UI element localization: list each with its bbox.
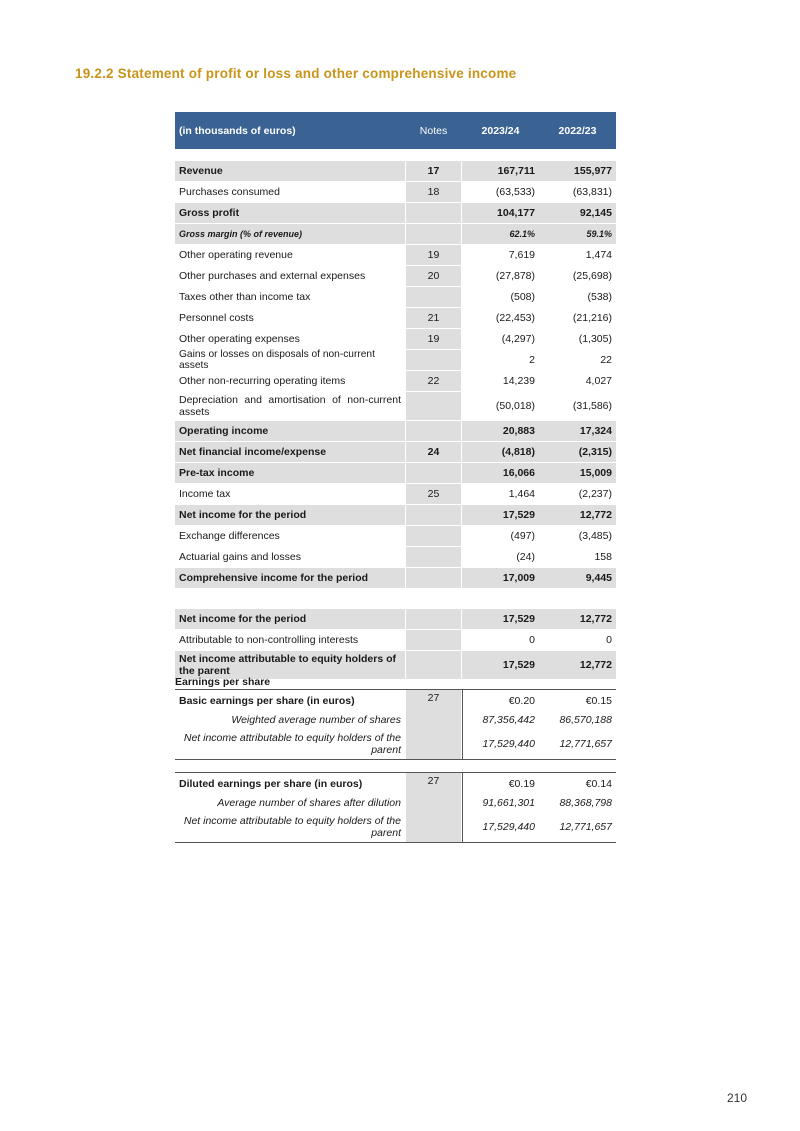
row-value-2022-23: 17,324 xyxy=(539,421,616,441)
eps-value-2023-24: €0.20 xyxy=(462,690,539,711)
row-label: Operating income xyxy=(175,421,405,441)
eps-row xyxy=(175,690,616,711)
header-label: (in thousands of euros) xyxy=(179,124,296,137)
eps-label-line2: parent xyxy=(371,827,401,839)
row-label: Attributable to non-controlling interests xyxy=(179,634,359,646)
row-value-2022-23: (63,831) xyxy=(572,186,612,198)
row-label: Exchange differences xyxy=(179,530,280,542)
row-label: Gross margin (% of revenue) xyxy=(175,224,405,244)
table-row xyxy=(175,287,616,308)
row-value-2023-24: 14,239 xyxy=(502,375,535,387)
row-value-2022-23: 0 xyxy=(606,634,612,646)
row-value-2022-23: 92,145 xyxy=(539,203,616,223)
row-notes: 19 xyxy=(405,329,462,349)
row-value-2022-23: (31,586) xyxy=(572,400,612,412)
row-value-2022-23: 59.1% xyxy=(539,224,616,244)
row-value-2023-24: 62.1% xyxy=(462,224,539,244)
row-notes: 22 xyxy=(405,371,462,391)
table-row xyxy=(175,547,616,568)
row-value-2023-24: 16,066 xyxy=(462,463,539,483)
row-notes: 25 xyxy=(405,484,462,504)
row-value-2023-24: 20,883 xyxy=(462,421,539,441)
row-value-2022-23: 158 xyxy=(594,551,612,563)
row-label: Net income for the period xyxy=(175,505,405,525)
table-row xyxy=(175,484,616,505)
table-row xyxy=(175,308,616,329)
row-value-2023-24: (50,018) xyxy=(495,400,535,412)
table-row xyxy=(175,630,616,651)
row-value-2023-24: 2 xyxy=(529,354,535,366)
row-label: Taxes other than income tax xyxy=(179,291,311,303)
row-notes xyxy=(405,526,462,546)
row-notes xyxy=(405,421,462,441)
table-row xyxy=(175,329,616,350)
row-value-2023-24: (497) xyxy=(510,530,535,542)
eps-value-2023-24: €0.19 xyxy=(462,773,539,794)
row-label: Gross profit xyxy=(175,203,405,223)
row-notes xyxy=(405,463,462,483)
row-label: Personnel costs xyxy=(179,312,254,324)
header-col-2023-24: 2023/24 xyxy=(481,124,520,137)
row-value-2023-24: 167,711 xyxy=(462,161,539,181)
table-row xyxy=(175,421,616,442)
row-notes xyxy=(405,547,462,567)
row-value-2023-24: 7,619 xyxy=(508,249,535,261)
row-label: Revenue xyxy=(175,161,405,181)
row-value-2022-23: 155,977 xyxy=(539,161,616,181)
row-value-2022-23: (21,216) xyxy=(572,312,612,324)
row-notes xyxy=(405,287,462,307)
row-value-2023-24: (27,878) xyxy=(495,270,535,282)
row-label-line1: Net income attributable to equity holders of xyxy=(179,653,397,665)
table-row xyxy=(175,505,616,526)
row-value-2022-23: 12,772 xyxy=(539,609,616,629)
row-value-2023-24: (4,297) xyxy=(501,333,535,345)
row-value-2023-24: 0 xyxy=(529,634,535,646)
row-value-2023-24: (63,533) xyxy=(495,186,535,198)
diluted-eps-table xyxy=(175,772,616,843)
row-label: Income tax xyxy=(179,488,231,500)
row-notes xyxy=(405,203,462,223)
eps-value-2022-23: €0.15 xyxy=(585,694,612,707)
row-value-2023-24: 17,529 xyxy=(462,609,539,629)
row-notes: 19 xyxy=(405,245,462,265)
row-label-line1: Depreciation and amortisation of non-current xyxy=(179,394,401,406)
eps-value-2022-23: 12,771,657 xyxy=(559,821,612,833)
row-value-2023-24: 1,464 xyxy=(508,488,535,500)
row-value-2022-23: 1,474 xyxy=(585,249,612,261)
income-statement-table xyxy=(175,112,616,680)
row-value-2023-24: 17,009 xyxy=(462,568,539,588)
row-notes xyxy=(405,609,462,629)
table-row xyxy=(175,392,616,421)
row-label: Comprehensive income for the period xyxy=(175,568,405,588)
eps-notes: 27 xyxy=(405,690,462,711)
eps-notes: 27 xyxy=(405,773,462,794)
table-row xyxy=(175,568,616,589)
eps-value-2023-24: 91,661,301 xyxy=(462,794,539,812)
row-notes: 24 xyxy=(405,442,462,462)
row-label: Actuarial gains and losses xyxy=(179,551,301,563)
eps-label-line2: parent xyxy=(371,744,401,756)
eps-notes xyxy=(405,794,462,812)
row-notes: 17 xyxy=(405,161,462,181)
eps-label: Diluted earnings per share (in euros) xyxy=(179,777,363,790)
row-value-2022-23: (538) xyxy=(587,291,612,303)
row-notes xyxy=(405,350,462,370)
eps-value-2022-23: €0.14 xyxy=(585,777,612,790)
section-heading: 19.2.2 Statement of profit or loss and other comprehensive income xyxy=(75,66,517,81)
row-value-2023-24: (24) xyxy=(516,551,535,563)
row-value-2022-23: 12,772 xyxy=(539,505,616,525)
row-notes xyxy=(405,651,462,679)
row-label: Net financial income/expense xyxy=(175,442,405,462)
row-notes xyxy=(405,392,462,420)
row-notes xyxy=(405,505,462,525)
row-value-2022-23: 4,027 xyxy=(585,375,612,387)
row-notes xyxy=(405,630,462,650)
table-row xyxy=(175,609,616,630)
table-row xyxy=(175,371,616,392)
eps-row xyxy=(175,711,616,729)
eps-label: Weighted average number of shares xyxy=(231,714,401,726)
row-label: Gains or losses on disposals of non-current assets xyxy=(179,349,375,371)
row-value-2023-24: 17,529 xyxy=(462,651,539,679)
row-notes: 21 xyxy=(405,308,462,328)
row-label: Other purchases and external expenses xyxy=(179,270,366,282)
eps-label-line1: Net income attributable to equity holders of the xyxy=(183,815,401,827)
table-row xyxy=(175,442,616,463)
table-row xyxy=(175,245,616,266)
eps-row xyxy=(175,812,616,842)
eps-value-2022-23: 88,368,798 xyxy=(559,797,612,809)
row-notes: 20 xyxy=(405,266,462,286)
row-label: Other operating revenue xyxy=(179,249,293,261)
eps-notes xyxy=(405,711,462,729)
eps-notes xyxy=(405,729,462,759)
page-number: 210 xyxy=(727,1091,748,1105)
eps-notes xyxy=(405,812,462,842)
row-label xyxy=(175,392,405,420)
row-label xyxy=(175,651,405,679)
table-row xyxy=(175,161,616,182)
row-label: Other non-recurring operating items xyxy=(179,375,346,387)
table-row xyxy=(175,224,616,245)
table-row xyxy=(175,182,616,203)
eps-value-2023-24: 87,356,442 xyxy=(462,711,539,729)
table-row xyxy=(175,266,616,287)
eps-value-2023-24: 17,529,440 xyxy=(462,812,539,842)
header-notes: Notes xyxy=(419,124,448,137)
eps-title: Earnings per share xyxy=(175,676,271,688)
row-value-2022-23: (2,237) xyxy=(578,488,612,500)
eps-value-2023-24: 17,529,440 xyxy=(462,729,539,759)
eps-label: Basic earnings per share (in euros) xyxy=(179,694,355,707)
table-header xyxy=(175,112,616,150)
row-value-2023-24: (4,818) xyxy=(462,442,539,462)
row-value-2023-24: (508) xyxy=(510,291,535,303)
row-value-2023-24: 17,529 xyxy=(462,505,539,525)
row-value-2022-23: (2,315) xyxy=(539,442,616,462)
eps-label xyxy=(175,729,405,759)
row-label-line2: the parent xyxy=(179,665,230,677)
header-col-2022-23: 2022/23 xyxy=(558,124,597,137)
row-value-2023-24: 104,177 xyxy=(462,203,539,223)
table-row xyxy=(175,350,616,371)
row-label: Net income for the period xyxy=(175,609,405,629)
row-value-2022-23: (3,485) xyxy=(578,530,612,542)
eps-row xyxy=(175,794,616,812)
eps-value-2022-23: 12,771,657 xyxy=(559,738,612,750)
row-value-2022-23: 9,445 xyxy=(539,568,616,588)
row-notes xyxy=(405,568,462,588)
row-label: Pre-tax income xyxy=(175,463,405,483)
row-value-2023-24: (22,453) xyxy=(495,312,535,324)
eps-row xyxy=(175,729,616,759)
eps-label: Average number of shares after dilution xyxy=(217,797,401,809)
eps-label xyxy=(175,812,405,842)
table-row xyxy=(175,526,616,547)
row-label-line2: assets xyxy=(179,406,210,418)
basic-eps-table xyxy=(175,689,616,760)
row-value-2022-23: (1,305) xyxy=(578,333,612,345)
row-notes xyxy=(405,224,462,244)
row-notes: 18 xyxy=(405,182,462,202)
eps-label-line1: Net income attributable to equity holders of the xyxy=(183,732,401,744)
row-label: Purchases consumed xyxy=(179,186,280,198)
row-value-2022-23: 22 xyxy=(600,354,612,366)
eps-row xyxy=(175,773,616,794)
row-value-2022-23: 12,772 xyxy=(539,651,616,679)
table-row xyxy=(175,203,616,224)
row-value-2022-23: 15,009 xyxy=(539,463,616,483)
table-row xyxy=(175,463,616,484)
row-value-2022-23: (25,698) xyxy=(572,270,612,282)
row-label: Other operating expenses xyxy=(179,333,300,345)
eps-value-2022-23: 86,570,188 xyxy=(559,714,612,726)
